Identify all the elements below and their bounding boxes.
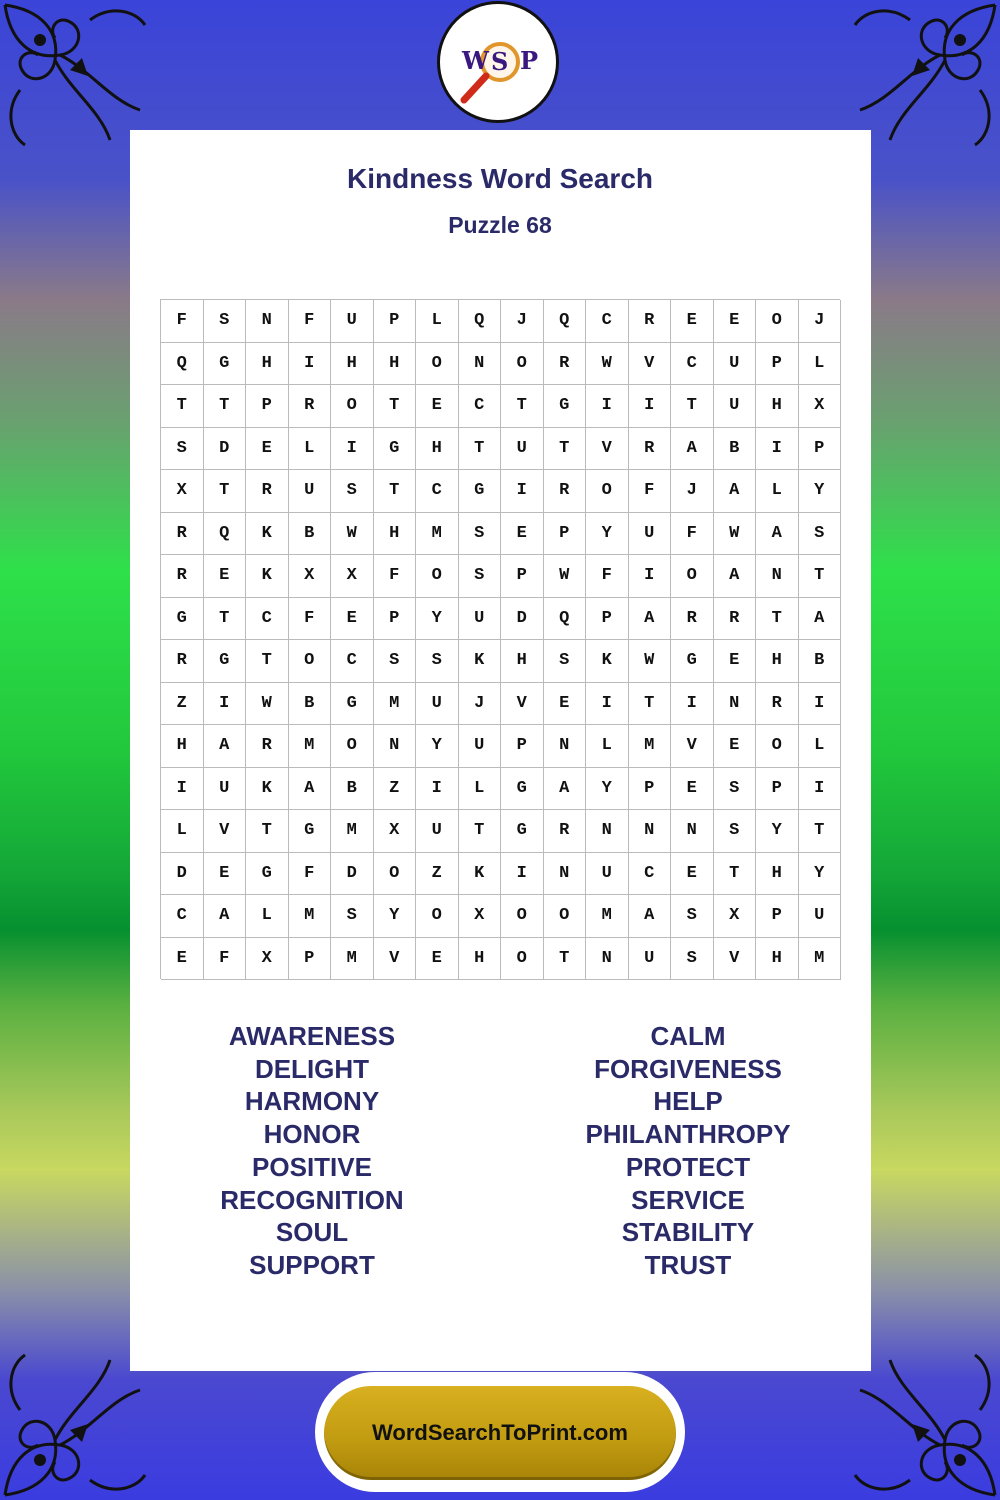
grid-cell: S — [459, 555, 502, 598]
grid-cell: M — [331, 810, 374, 853]
word-list-right — [538, 1020, 838, 1282]
grid-cell: J — [799, 300, 842, 343]
grid-cell: N — [629, 810, 672, 853]
grid-cell: G — [544, 385, 587, 428]
grid-cell: R — [544, 343, 587, 386]
grid-cell: C — [459, 385, 502, 428]
grid-cell: I — [586, 683, 629, 726]
grid-cell: G — [331, 683, 374, 726]
grid-cell: S — [714, 810, 757, 853]
grid-cell: Y — [586, 768, 629, 811]
grid-cell: A — [204, 895, 247, 938]
grid-cell: F — [161, 300, 204, 343]
grid-cell: E — [416, 938, 459, 981]
grid-cell: O — [374, 853, 417, 896]
grid-cell: S — [544, 640, 587, 683]
grid-cell: M — [799, 938, 842, 981]
grid-cell: W — [714, 513, 757, 556]
grid-cell: T — [161, 385, 204, 428]
grid-cell: R — [714, 598, 757, 641]
grid-cell: W — [246, 683, 289, 726]
grid-cell: T — [246, 810, 289, 853]
grid-cell: P — [586, 598, 629, 641]
grid-cell: T — [204, 598, 247, 641]
grid-cell: X — [289, 555, 332, 598]
grid-cell: K — [459, 853, 502, 896]
grid-cell: V — [586, 428, 629, 471]
grid-cell: F — [629, 470, 672, 513]
grid-cell: K — [459, 640, 502, 683]
grid-cell: O — [331, 385, 374, 428]
grid-cell: X — [459, 895, 502, 938]
grid-cell: A — [544, 768, 587, 811]
grid-cell: K — [586, 640, 629, 683]
grid-cell: N — [714, 683, 757, 726]
word-list-item: SUPPORT — [249, 1249, 375, 1280]
grid-cell: D — [161, 853, 204, 896]
word-list-item: AWARENESS — [228, 1021, 396, 1051]
grid-cell: T — [799, 810, 842, 853]
grid-cell: A — [799, 598, 842, 641]
word-list-item: CALM — [650, 1021, 726, 1051]
grid-cell: T — [204, 470, 247, 513]
grid-cell: G — [204, 343, 247, 386]
grid-cell: B — [799, 640, 842, 683]
puzzle-title: Kindness Word Search — [346, 163, 653, 194]
grid-cell: C — [629, 853, 672, 896]
grid-cell: T — [629, 683, 672, 726]
grid-cell: W — [331, 513, 374, 556]
grid-cell: O — [416, 555, 459, 598]
logo-letter-p: P — [520, 46, 539, 75]
grid-cell: T — [756, 598, 799, 641]
grid-cell: E — [671, 853, 714, 896]
grid-cell: T — [374, 470, 417, 513]
grid-cell: V — [374, 938, 417, 981]
word-list-item: HONOR — [263, 1119, 361, 1150]
grid-cell: X — [331, 555, 374, 598]
grid-cell: H — [756, 938, 799, 981]
grid-cell: J — [459, 683, 502, 726]
grid-cell: N — [544, 853, 587, 896]
grid-cell: E — [416, 385, 459, 428]
grid-cell: H — [459, 938, 502, 981]
grid-cell: O — [501, 938, 544, 981]
grid-cell: I — [161, 768, 204, 811]
grid-cell: F — [671, 513, 714, 556]
grid-cell: W — [586, 343, 629, 386]
grid-cell: L — [756, 470, 799, 513]
grid-cell: X — [714, 895, 757, 938]
grid-cell: R — [671, 598, 714, 641]
grid-cell: U — [416, 683, 459, 726]
corner-ornament-bottom-left — [0, 1350, 150, 1500]
grid-cell: E — [671, 300, 714, 343]
grid-cell: M — [289, 895, 332, 938]
grid-cell: T — [799, 555, 842, 598]
grid-cell: A — [756, 513, 799, 556]
grid-cell: H — [374, 343, 417, 386]
grid-cell: T — [501, 385, 544, 428]
grid-cell: N — [671, 810, 714, 853]
grid-cell: J — [501, 300, 544, 343]
grid-cell: R — [629, 300, 672, 343]
grid-cell: T — [459, 428, 502, 471]
grid-cell: C — [671, 343, 714, 386]
grid-cell: T — [204, 385, 247, 428]
grid-cell: P — [756, 343, 799, 386]
grid-cell: E — [331, 598, 374, 641]
grid-cell: L — [459, 768, 502, 811]
grid-cell: A — [629, 598, 672, 641]
grid-cell: X — [246, 938, 289, 981]
grid-cell: C — [161, 895, 204, 938]
grid-cell: S — [459, 513, 502, 556]
grid-cell: N — [374, 725, 417, 768]
grid-cell: Q — [459, 300, 502, 343]
grid-cell: E — [714, 725, 757, 768]
grid-cell: Y — [799, 470, 842, 513]
grid-cell: O — [289, 640, 332, 683]
grid-cell: P — [544, 513, 587, 556]
grid-cell: E — [714, 640, 757, 683]
grid-cell: A — [289, 768, 332, 811]
grid-cell: I — [289, 343, 332, 386]
grid-cell: H — [374, 513, 417, 556]
grid-cell: P — [501, 725, 544, 768]
website-link-button[interactable]: WordSearchToPrint.com — [324, 1386, 676, 1480]
grid-cell: L — [161, 810, 204, 853]
grid-cell: J — [671, 470, 714, 513]
word-list-item: PHILANTHROPY — [585, 1119, 791, 1150]
grid-cell: B — [289, 683, 332, 726]
grid-cell: D — [331, 853, 374, 896]
grid-cell: O — [331, 725, 374, 768]
word-list-left — [162, 1020, 462, 1282]
grid-cell: L — [246, 895, 289, 938]
grid-cell: S — [671, 938, 714, 981]
grid-cell: E — [501, 513, 544, 556]
grid-cell: D — [501, 598, 544, 641]
grid-cell: C — [416, 470, 459, 513]
grid-cell: H — [756, 640, 799, 683]
grid-cell: O — [544, 895, 587, 938]
grid-cell: E — [714, 300, 757, 343]
grid-cell: U — [629, 513, 672, 556]
grid-cell: Z — [374, 768, 417, 811]
grid-cell: A — [671, 428, 714, 471]
word-list-item: DELIGHT — [254, 1053, 370, 1084]
grid-cell: I — [799, 768, 842, 811]
grid-cell: P — [374, 598, 417, 641]
grid-cell: L — [799, 725, 842, 768]
grid-cell: O — [756, 725, 799, 768]
grid-cell: X — [799, 385, 842, 428]
grid-cell: G — [161, 598, 204, 641]
grid-cell: R — [246, 725, 289, 768]
grid-cell: O — [501, 895, 544, 938]
grid-cell: B — [714, 428, 757, 471]
grid-cell: X — [374, 810, 417, 853]
word-list-item: POSITIVE — [252, 1151, 372, 1182]
grid-cell: I — [756, 428, 799, 471]
grid-cell: P — [246, 385, 289, 428]
grid-cell: I — [331, 428, 374, 471]
grid-cell: I — [586, 385, 629, 428]
grid-cell: A — [204, 725, 247, 768]
grid-cell: U — [204, 768, 247, 811]
puzzle-number: Puzzle 68 — [448, 212, 552, 238]
magnifier-handle-icon — [464, 76, 486, 100]
grid-cell: S — [331, 895, 374, 938]
grid-cell: S — [416, 640, 459, 683]
grid-cell: R — [544, 470, 587, 513]
grid-cell: G — [501, 810, 544, 853]
site-logo[interactable] — [437, 1, 559, 123]
letter-grid — [160, 299, 840, 979]
grid-cell: G — [289, 810, 332, 853]
grid-cell: G — [204, 640, 247, 683]
grid-cell: O — [416, 895, 459, 938]
grid-cell: V — [671, 725, 714, 768]
grid-cell: T — [714, 853, 757, 896]
grid-cell: S — [204, 300, 247, 343]
grid-cell: M — [289, 725, 332, 768]
grid-cell: P — [756, 895, 799, 938]
grid-cell: I — [501, 470, 544, 513]
grid-cell: U — [459, 725, 502, 768]
corner-ornament-top-left — [0, 0, 150, 150]
grid-cell: U — [629, 938, 672, 981]
grid-cell: N — [586, 938, 629, 981]
word-list-item: HARMONY — [244, 1086, 380, 1117]
grid-cell: R — [756, 683, 799, 726]
grid-cell: V — [714, 938, 757, 981]
grid-cell: H — [756, 385, 799, 428]
logo-letter-w: W — [462, 46, 489, 75]
grid-cell: H — [246, 343, 289, 386]
grid-cell: P — [799, 428, 842, 471]
grid-cell: T — [246, 640, 289, 683]
grid-cell: S — [671, 895, 714, 938]
grid-cell: T — [544, 428, 587, 471]
grid-cell: K — [246, 513, 289, 556]
grid-cell: G — [374, 428, 417, 471]
grid-cell: O — [586, 470, 629, 513]
grid-cell: Q — [544, 598, 587, 641]
grid-cell: L — [416, 300, 459, 343]
grid-cell: E — [246, 428, 289, 471]
grid-cell: C — [246, 598, 289, 641]
grid-cell: U — [714, 343, 757, 386]
grid-cell: I — [416, 768, 459, 811]
grid-cell: H — [756, 853, 799, 896]
corner-ornament-top-right — [850, 0, 1000, 150]
grid-cell: P — [289, 938, 332, 981]
grid-cell: R — [161, 555, 204, 598]
grid-cell: H — [331, 343, 374, 386]
grid-cell: C — [331, 640, 374, 683]
grid-cell: U — [331, 300, 374, 343]
grid-cell: F — [204, 938, 247, 981]
grid-cell: M — [629, 725, 672, 768]
grid-cell: R — [544, 810, 587, 853]
grid-cell: E — [204, 555, 247, 598]
grid-cell: F — [586, 555, 629, 598]
grid-cell: H — [501, 640, 544, 683]
grid-cell: P — [374, 300, 417, 343]
grid-cell: U — [289, 470, 332, 513]
grid-cell: N — [544, 725, 587, 768]
grid-cell: Y — [799, 853, 842, 896]
grid-cell: F — [289, 598, 332, 641]
grid-cell: P — [629, 768, 672, 811]
grid-cell: G — [671, 640, 714, 683]
grid-cell: S — [714, 768, 757, 811]
grid-cell: M — [416, 513, 459, 556]
grid-cell: Y — [374, 895, 417, 938]
word-list-item: RECOGNITION — [220, 1184, 404, 1215]
grid-cell: U — [501, 428, 544, 471]
grid-cell: I — [629, 555, 672, 598]
grid-cell: W — [544, 555, 587, 598]
grid-cell: T — [374, 385, 417, 428]
grid-cell: H — [161, 725, 204, 768]
grid-cell: T — [459, 810, 502, 853]
word-list-item: TRUST — [644, 1249, 732, 1280]
grid-cell: I — [204, 683, 247, 726]
grid-cell: Z — [161, 683, 204, 726]
grid-cell: S — [331, 470, 374, 513]
grid-cell: T — [671, 385, 714, 428]
grid-cell: U — [714, 385, 757, 428]
grid-cell: G — [501, 768, 544, 811]
grid-cell: V — [501, 683, 544, 726]
grid-cell: V — [204, 810, 247, 853]
grid-cell: G — [459, 470, 502, 513]
grid-cell: U — [416, 810, 459, 853]
logo-letter-s: S — [491, 47, 509, 76]
grid-cell: N — [756, 555, 799, 598]
grid-cell: R — [246, 470, 289, 513]
grid-cell: L — [289, 428, 332, 471]
grid-cell: U — [459, 598, 502, 641]
grid-cell: I — [629, 385, 672, 428]
grid-cell: Q — [204, 513, 247, 556]
grid-cell: H — [416, 428, 459, 471]
grid-cell: F — [289, 300, 332, 343]
grid-cell: A — [629, 895, 672, 938]
grid-cell: E — [161, 938, 204, 981]
grid-cell: Y — [756, 810, 799, 853]
grid-cell: Q — [544, 300, 587, 343]
grid-cell: M — [586, 895, 629, 938]
grid-cell: Q — [161, 343, 204, 386]
grid-cell: E — [671, 768, 714, 811]
grid-cell: O — [416, 343, 459, 386]
grid-cell: R — [629, 428, 672, 471]
grid-cell: V — [629, 343, 672, 386]
grid-cell: Y — [416, 598, 459, 641]
grid-cell: F — [289, 853, 332, 896]
grid-cell: O — [671, 555, 714, 598]
grid-cell: C — [586, 300, 629, 343]
word-list-item: FORGIVENESS — [594, 1053, 782, 1084]
grid-cell: S — [374, 640, 417, 683]
grid-cell: D — [204, 428, 247, 471]
grid-cell: W — [629, 640, 672, 683]
grid-cell: M — [374, 683, 417, 726]
grid-cell: T — [544, 938, 587, 981]
grid-cell: X — [161, 470, 204, 513]
grid-cell: S — [161, 428, 204, 471]
word-list-item: SERVICE — [631, 1184, 745, 1215]
grid-cell: I — [501, 853, 544, 896]
grid-cell: N — [459, 343, 502, 386]
grid-cell: R — [161, 640, 204, 683]
grid-cell: A — [714, 555, 757, 598]
word-list-item: STABILITY — [621, 1217, 755, 1248]
grid-cell: P — [756, 768, 799, 811]
grid-cell: R — [161, 513, 204, 556]
grid-cell: L — [586, 725, 629, 768]
grid-cell: A — [714, 470, 757, 513]
corner-ornament-bottom-right — [850, 1350, 1000, 1500]
grid-cell: P — [501, 555, 544, 598]
grid-cell: O — [756, 300, 799, 343]
grid-cell: G — [246, 853, 289, 896]
grid-cell: K — [246, 768, 289, 811]
grid-cell: Y — [586, 513, 629, 556]
grid-cell: N — [586, 810, 629, 853]
grid-cell: R — [289, 385, 332, 428]
grid-cell: K — [246, 555, 289, 598]
word-list-item: HELP — [653, 1086, 723, 1117]
grid-cell: E — [204, 853, 247, 896]
grid-cell: O — [501, 343, 544, 386]
grid-cell: B — [289, 513, 332, 556]
grid-cell: B — [331, 768, 374, 811]
grid-cell: L — [799, 343, 842, 386]
grid-cell: U — [586, 853, 629, 896]
grid-cell: M — [331, 938, 374, 981]
word-list-item: SOUL — [275, 1217, 349, 1248]
grid-cell: U — [799, 895, 842, 938]
grid-cell: N — [246, 300, 289, 343]
grid-cell: F — [374, 555, 417, 598]
grid-cell: Y — [416, 725, 459, 768]
grid-cell: I — [799, 683, 842, 726]
grid-cell: E — [544, 683, 587, 726]
grid-cell: S — [799, 513, 842, 556]
grid-cell: I — [671, 683, 714, 726]
word-list-item: PROTECT — [625, 1151, 751, 1182]
grid-cell: Z — [416, 853, 459, 896]
